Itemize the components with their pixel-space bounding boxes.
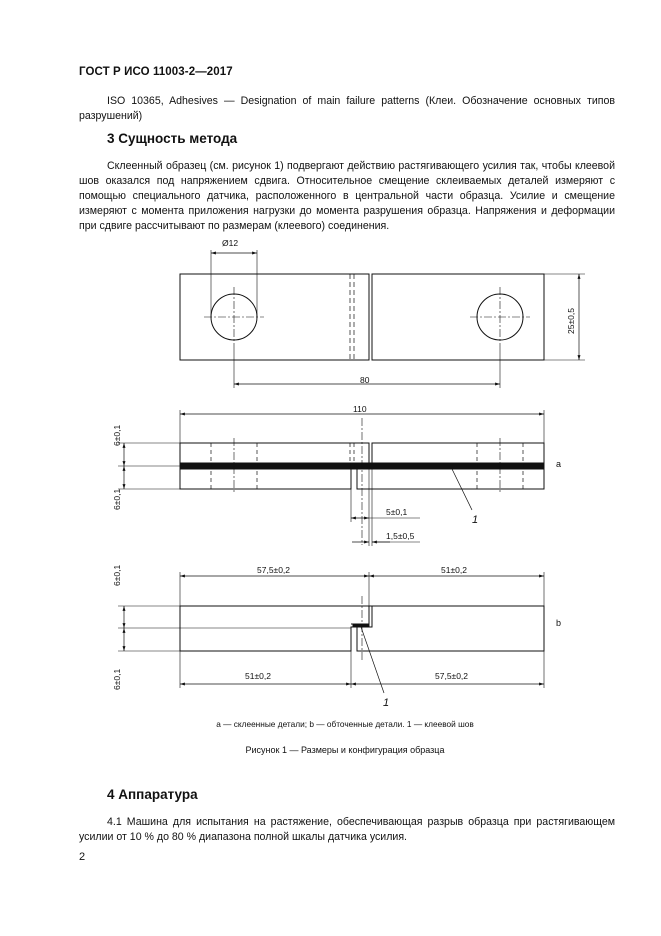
dim-offset-5: 5±0,1 — [386, 507, 408, 517]
label-a: a — [556, 459, 562, 469]
callout-1-b: 1 — [383, 697, 390, 709]
section-4-title: 4 Аппаратура — [107, 787, 198, 802]
dim-b-thickness-bottom: 6±0,1 — [112, 668, 122, 690]
section-4-text: 4.1 Машина для испытания на растяжение, обеспечивающая разрыв образца при растягивающем усилии от 10 % до 80 % диапазона полной шкалы датчика усилия. — [79, 816, 615, 843]
section-3-title: 3 Сущность метода — [107, 131, 238, 146]
dim-width: 25±0,5 — [566, 308, 576, 334]
dim-a-thickness-top: 6±0,1 — [112, 424, 122, 446]
figure-caption: Рисунок 1 — Размеры и конфигурация образца — [245, 745, 445, 755]
dim-b-left-bottom: 51±0,2 — [245, 671, 271, 681]
dim-b-right-top: 51±0,2 — [441, 565, 467, 575]
plan-view — [180, 250, 585, 388]
label-b: b — [556, 618, 562, 628]
page-number: 2 — [79, 851, 86, 863]
dim-hole-spacing: 80 — [360, 375, 370, 385]
dim-b-right-bottom: 57,5±0,2 — [435, 671, 469, 681]
section-4-paragraph — [79, 815, 615, 845]
dim-a-thickness-bottom: 6±0,1 — [112, 488, 122, 510]
callout-1-a: 1 — [472, 514, 479, 526]
dim-offset-1-5: 1,5±0,5 — [386, 531, 415, 541]
view-b — [118, 572, 544, 693]
dim-hole-dia: Ø12 — [222, 238, 239, 248]
dim-b-left-top: 57,5±0,2 — [257, 565, 291, 575]
dim-total-length: 110 — [353, 404, 367, 414]
document-header: ГОСТ Р ИСО 11003-2—2017 — [79, 66, 233, 78]
section-3-text: Склеенный образец (см. рисунок 1) подвергают действию растягивающего усилия так, чтобы клеевой шов оказался под напряжением сдвига. Относительное смещение склеиваемых деталей измеряют с помощью специального датчика, расположенного в центральной части образца. Усилие и смещение измеряют с момента приложения нагрузки до момента разрушения образца. Напряжения и деформации при сдвиге рассчитывают по размерам (клеевого) соединения. — [79, 160, 615, 232]
reference-text: ISO 10365, Adhesives — Designation of main failure patterns (Клеи. Обозначение основных типов разрушений) — [79, 95, 615, 122]
figure-legend: а — склеенные детали; b — обточенные детали. 1 — клеевой шов — [216, 719, 474, 729]
view-a — [118, 410, 544, 546]
dim-b-thickness-top: 6±0,1 — [112, 564, 122, 586]
